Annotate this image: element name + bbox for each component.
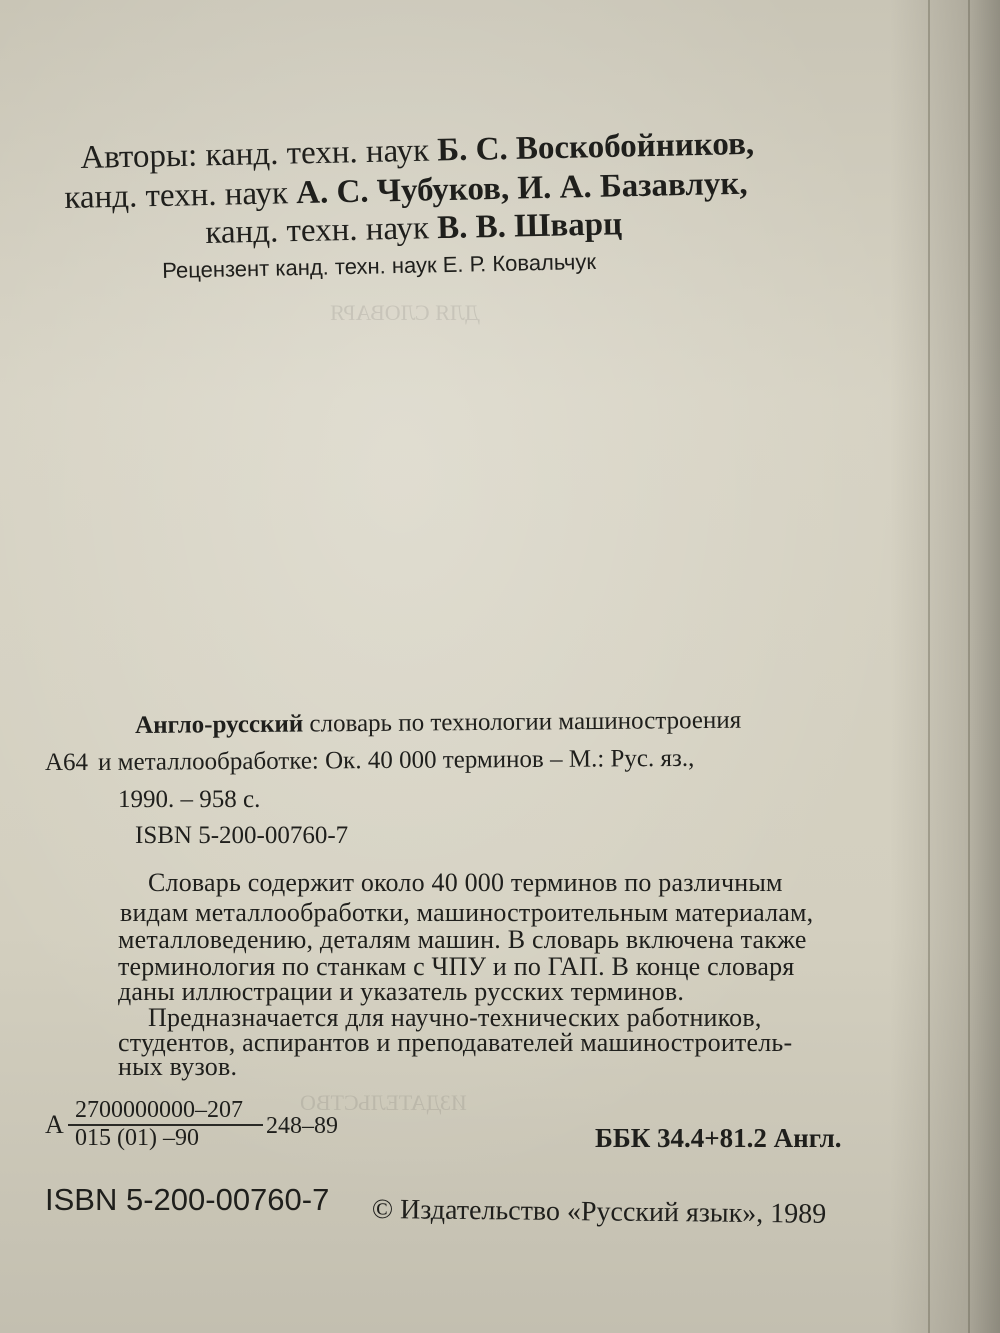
reviewer-line: Рецензент канд. техн. наук Е. Р. Ковальчук: [162, 248, 597, 283]
annotation-line: ных вузов.: [118, 1052, 238, 1081]
authors-degree: канд. техн. наук: [64, 175, 289, 216]
bbk-code: ББК 34.4+81.2 Англ.: [595, 1123, 842, 1153]
catalog-title-line: [135, 707, 741, 740]
authors-line-3: [205, 206, 622, 252]
bleed-through-text: ИЗДАТЕЛЬСТВО: [300, 1090, 467, 1115]
annotation-line: видам металлообработки, машиностроительным материалам,: [120, 898, 814, 927]
annotation-line: студентов, аспирантов и преподавателей машиностроитель-: [118, 1028, 793, 1057]
catalog-isbn: ISBN 5-200-00760-7: [135, 822, 349, 849]
bleed-through-text: ДЛЯ СЛОВАРЯ: [330, 300, 480, 325]
annotation-line: металловедению, деталям машин. В словарь включена также: [118, 925, 807, 954]
catalog-title-rest: словарь по технологии машиностроения: [309, 706, 742, 738]
publication-code-numerator: 2700000000–207: [75, 1097, 243, 1123]
publication-code-suffix: 248–89: [266, 1113, 338, 1139]
annotation-line: Предназначается для научно-технических работников,: [148, 1003, 762, 1032]
catalog-line-3: 1990. – 958 с.: [118, 786, 261, 813]
annotation-line: даны иллюстрации и указатель русских терминов.: [118, 977, 685, 1006]
author-name: Б. С. Воскобойников,: [436, 125, 755, 169]
authors-degree: Авторы: канд. техн. наук: [80, 132, 430, 176]
annotation-line: терминология по станкам с ЧПУ и по ГАП. В конце словаря: [118, 952, 795, 981]
publication-code-letter: А: [45, 1110, 64, 1139]
author-name: В. В. Шварц: [436, 206, 623, 247]
page-curl-shadow: [890, 0, 1000, 1333]
annotation-line: Словарь содержит около 40 000 терминов по различным: [148, 868, 783, 897]
catalog-line-2: и металлообработке: Ок. 40 000 терминов – М.: Рус. яз.,: [98, 744, 695, 776]
copyright-line: © Издательство «Русский язык», 1989: [371, 1194, 827, 1230]
page-edge: [928, 0, 930, 1333]
isbn-bottom: ISBN 5-200-00760-7: [45, 1182, 330, 1217]
catalog-index: А64: [45, 749, 89, 776]
publication-code-denominator: 015 (01) –90: [75, 1125, 199, 1151]
authors-degree: канд. техн. наук: [205, 210, 430, 251]
page-edge: [968, 0, 970, 1333]
catalog-title-bold: Англо-русский: [135, 710, 304, 739]
author-name: А. С. Чубуков, И. А. Базавлук,: [295, 165, 748, 212]
